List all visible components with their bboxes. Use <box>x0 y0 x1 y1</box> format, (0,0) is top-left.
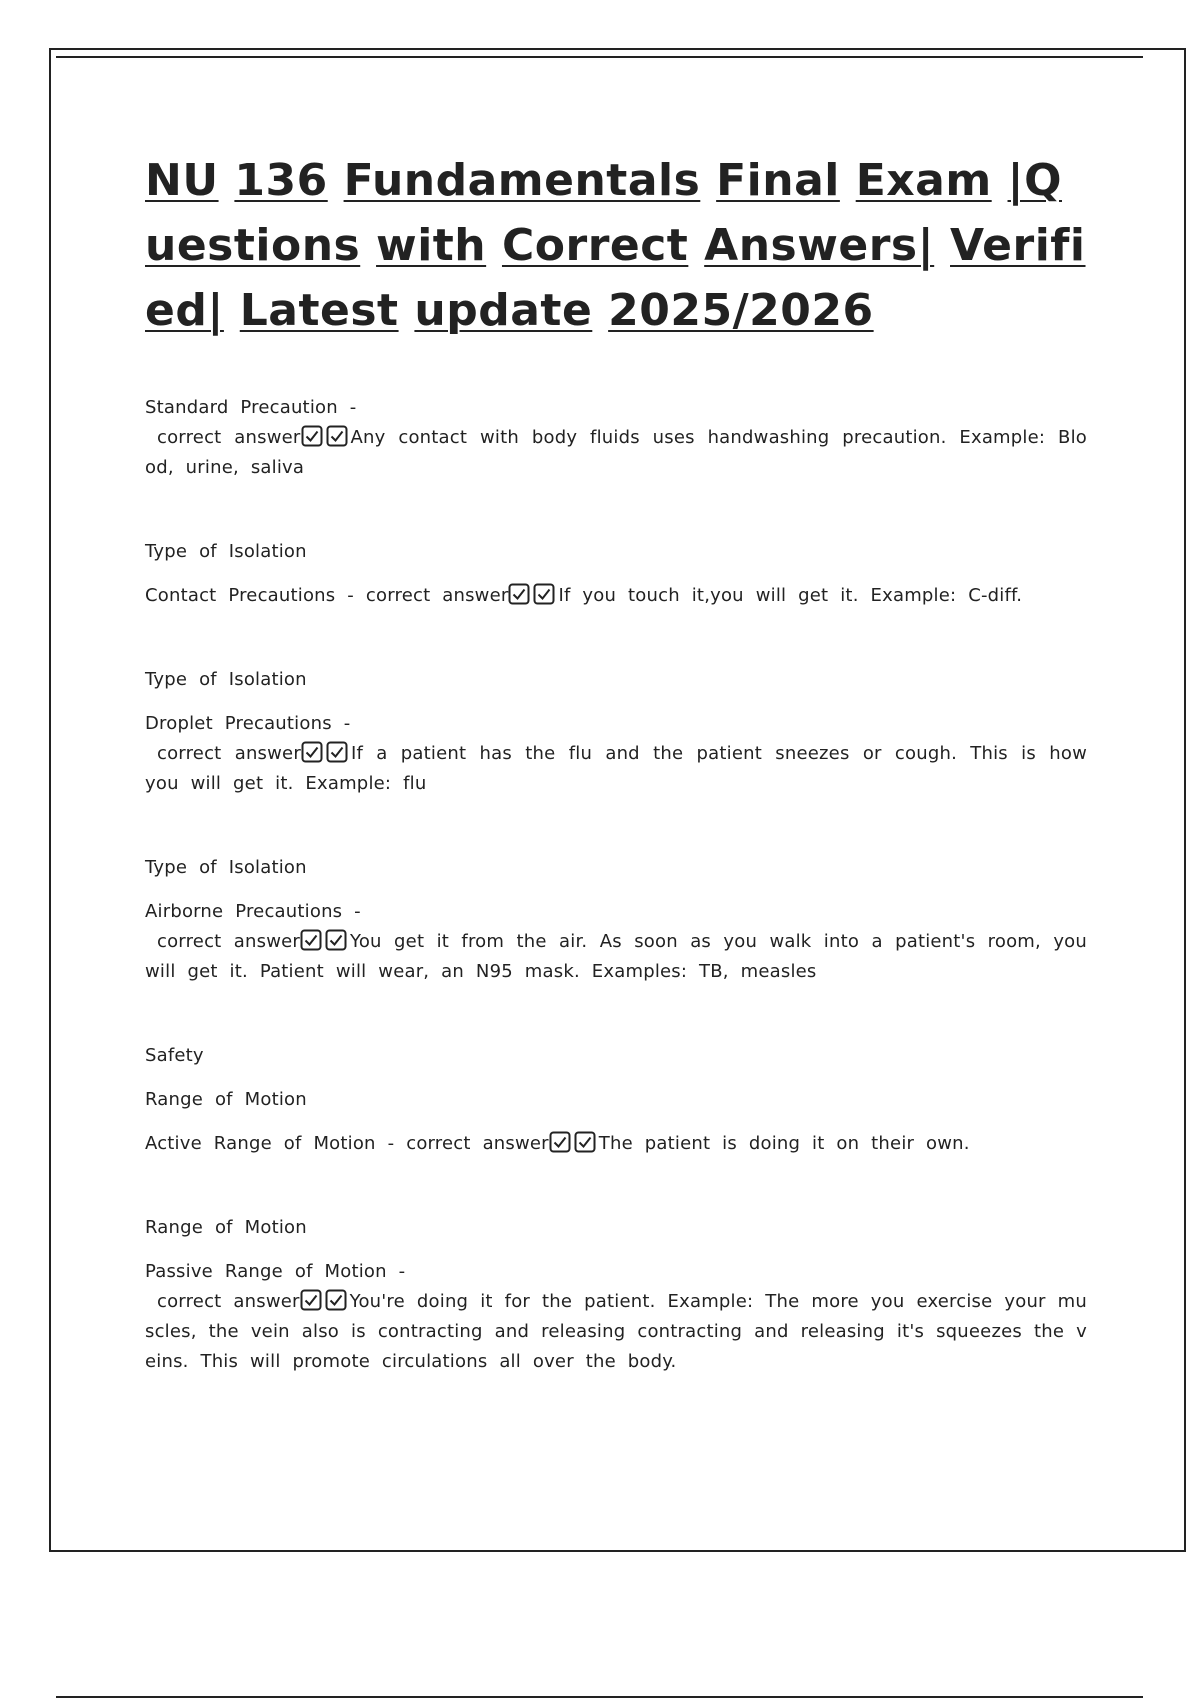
section-heading: Type of Isolation <box>145 669 307 690</box>
checked-box-icon <box>325 929 347 951</box>
answer-paragraph <box>145 423 1087 483</box>
answer-paragraph <box>145 927 1087 987</box>
term-line: Active Range of Motion - <box>145 1133 407 1154</box>
title-word: with <box>376 220 487 271</box>
answer-paragraph <box>145 739 1087 799</box>
checked-box-icon <box>325 1289 347 1311</box>
top-rule <box>56 56 1143 58</box>
answer-text: You get it from the air. As soon as you walk into a patient's room, you will get it. Patient will wear, an N95 mask. Examples: TB, measles <box>145 931 1087 982</box>
title-word: update <box>414 285 593 336</box>
term-line: Passive Range of Motion - <box>145 1261 406 1282</box>
answer-text: If you touch it,you will get it. Example: C-diff. <box>558 585 1023 606</box>
section-heading: Type of Isolation <box>145 857 307 878</box>
title-word: Verified| <box>145 220 1086 336</box>
title-word: Answers| <box>704 220 935 271</box>
title-word: Exam <box>855 155 992 206</box>
answer-text: Any contact with body fluids uses handwashing precaution. Example: Blood, urine, saliva <box>145 427 1087 478</box>
title-word: Latest <box>239 285 399 336</box>
answer-prefix: correct answer <box>365 585 509 606</box>
title-word: |Questions <box>145 155 1062 271</box>
checked-box-icon <box>549 1131 571 1153</box>
checked-box-icon <box>301 741 323 763</box>
checked-box-icon <box>533 583 555 605</box>
title-word: 2025/2026 <box>608 285 874 336</box>
title-word: Correct <box>501 220 689 271</box>
answer-text: If a patient has the flu and the patient sneezes or cough. This is how you will get it. Example: flu <box>145 743 1087 794</box>
answer-text: You're doing it for the patient. Example: The more you exercise your muscles, the vein also is contracting and releasing contracting and releasing it's squeezes the veins. This will promote circulations all over the body. <box>145 1291 1087 1372</box>
checked-box-icon <box>300 929 322 951</box>
document-title <box>145 148 1087 343</box>
term-line: Standard Precaution - <box>145 397 357 418</box>
answer-prefix: correct answer <box>406 1133 549 1154</box>
answer-text: The patient is doing it on their own. <box>598 1133 970 1154</box>
title-word: Fundamentals <box>343 155 701 206</box>
document-content <box>145 148 1087 1377</box>
answer-prefix: correct answer <box>157 1291 300 1312</box>
term-line: Droplet Precautions - <box>145 713 351 734</box>
checked-box-icon <box>326 425 348 447</box>
answer-paragraph <box>145 1287 1087 1377</box>
answer-prefix: correct answer <box>157 743 301 764</box>
answer-paragraph <box>145 1129 1087 1159</box>
title-word: NU <box>145 155 219 206</box>
bottom-rule <box>56 1696 1143 1698</box>
section-heading: Range of Motion <box>145 1217 307 1238</box>
answer-prefix: correct answer <box>157 427 301 448</box>
answer-paragraph <box>145 581 1087 611</box>
title-word: Final <box>716 155 840 206</box>
checked-box-icon <box>508 583 530 605</box>
checked-box-icon <box>574 1131 596 1153</box>
term-line: Airborne Precautions - <box>145 901 361 922</box>
checked-box-icon <box>301 425 323 447</box>
answer-prefix: correct answer <box>157 931 301 952</box>
checked-box-icon <box>300 1289 322 1311</box>
section-heading: Safety <box>145 1045 204 1066</box>
section-heading: Range of Motion <box>145 1089 307 1110</box>
section-heading: Type of Isolation <box>145 541 307 562</box>
checked-box-icon <box>326 741 348 763</box>
term-line: Contact Precautions - <box>145 585 366 606</box>
title-word: 136 <box>234 155 328 206</box>
